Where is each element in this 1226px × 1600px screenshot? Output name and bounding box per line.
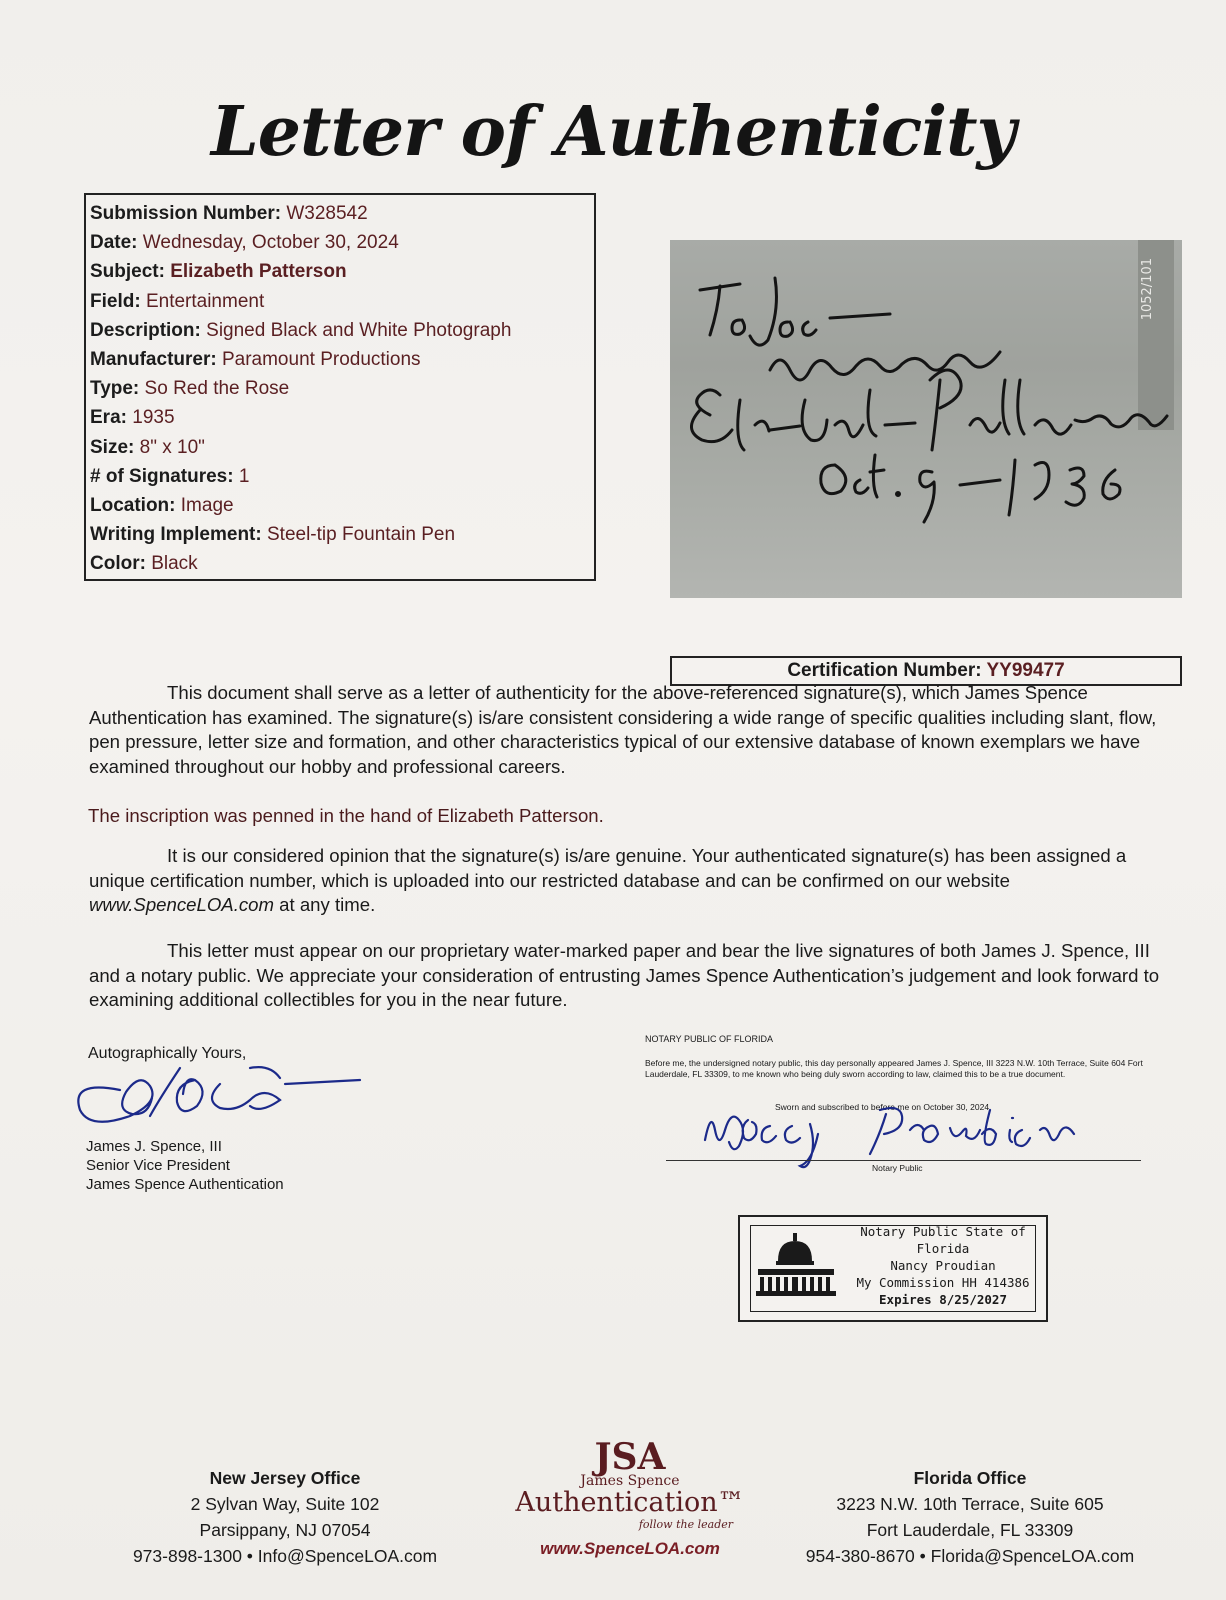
info-value: Black bbox=[151, 553, 198, 575]
office-address: Fort Lauderdale, FL 33309 bbox=[866, 1520, 1074, 1540]
info-label: Subject: bbox=[90, 261, 165, 283]
info-value: So Red the Rose bbox=[144, 378, 290, 400]
signer-company: James Spence Authentication bbox=[86, 1176, 284, 1193]
signed-photo-image bbox=[670, 240, 1182, 598]
florida-office bbox=[760, 1465, 1180, 1569]
info-value: 1935 bbox=[132, 407, 175, 429]
info-label: Size: bbox=[90, 436, 135, 458]
office-heading: Florida Office bbox=[913, 1468, 1027, 1488]
info-value: 1 bbox=[238, 465, 250, 487]
document-title: Letter of Authenticity bbox=[210, 92, 1016, 172]
info-row bbox=[90, 462, 594, 491]
inscription-statement: The inscription was penned in the hand of Elizabeth Patterson. bbox=[88, 805, 604, 826]
signer-block bbox=[86, 1137, 284, 1194]
paragraph-examination: This document shall serve as a letter of authenticity for the above-referenced signature(s), which James Spence Authentication has examined. The signature(s) is/are consistent considering a wide range of specific qualities including slant, flow, pen pressure, letter size and formation, and other characteristics typical of our extensive database of known exemplars we have examined throughout our hobby and professional careers. bbox=[89, 682, 1157, 777]
info-value: Elizabeth Patterson bbox=[170, 261, 347, 283]
seal-line: Nancy Proudian bbox=[890, 1258, 996, 1273]
info-row bbox=[90, 433, 594, 462]
notary-statement: Before me, the undersigned notary public, this day personally appeared James J. Spence, III 3223 N.W. 10th Terrace, Suite 604 Fort Lauderdale, FL 33309, to me known who being duly sworn according to law, claimed this to be a true document. bbox=[645, 1058, 1143, 1079]
info-label: # of Signatures: bbox=[90, 465, 234, 487]
info-row bbox=[90, 345, 594, 374]
office-heading: New Jersey Office bbox=[209, 1468, 361, 1488]
office-contact: 954-380-8670 • Florida@SpenceLOA.com bbox=[805, 1546, 1135, 1566]
opinion-text-end: at any time. bbox=[273, 894, 376, 916]
info-label: Color: bbox=[90, 553, 146, 575]
website-link[interactable]: www.SpenceLOA.com bbox=[89, 894, 274, 916]
info-row bbox=[90, 287, 594, 316]
info-value: Steel-tip Fountain Pen bbox=[267, 524, 456, 546]
notary-sworn-date: Sworn and subscribed to before me on October 30, 2024 bbox=[775, 1102, 990, 1112]
info-row bbox=[90, 374, 594, 403]
info-value: Entertainment bbox=[145, 290, 265, 312]
seal-line: Expires 8/25/2027 bbox=[879, 1292, 1007, 1307]
footer-website-link[interactable]: www.SpenceLOA.com bbox=[540, 1539, 720, 1558]
seal-line: Notary Public State of Florida bbox=[860, 1224, 1026, 1256]
info-value: Paramount Productions bbox=[221, 349, 421, 371]
info-label: Location: bbox=[90, 495, 176, 517]
info-row bbox=[90, 549, 594, 578]
notary-label: Notary Public bbox=[872, 1163, 923, 1173]
info-label: Era: bbox=[90, 407, 127, 429]
handwritten-inscription bbox=[670, 240, 1182, 598]
closing-salutation: Autographically Yours, bbox=[88, 1045, 247, 1062]
logo-jsa: JSA bbox=[594, 1436, 666, 1478]
logo-tagline: follow the leader bbox=[638, 1518, 733, 1531]
capitol-building-icon bbox=[754, 1231, 838, 1301]
paragraph-watermark: This letter must appear on our proprietary water-marked paper and bear the live signatures of both James J. Spence, III and a notary public. We appreciate your consideration of entrusting James Spence Authentication’s judgement and look forward to examining additional collectibles for you in the near future. bbox=[89, 940, 1160, 1011]
office-address: 2 Sylvan Way, Suite 102 bbox=[190, 1494, 380, 1514]
notary-heading: NOTARY PUBLIC OF FLORIDA bbox=[645, 1034, 774, 1044]
info-value: Image bbox=[180, 495, 234, 517]
info-row bbox=[90, 403, 594, 432]
logo-authentication: Authentication™ bbox=[515, 1487, 745, 1518]
info-label: Date: bbox=[90, 232, 138, 254]
info-row bbox=[90, 316, 594, 345]
notary-signature-line bbox=[666, 1160, 1141, 1161]
seal-line: My Commission HH 414386 bbox=[856, 1275, 1030, 1290]
info-label: Type: bbox=[90, 378, 140, 400]
info-label: Manufacturer: bbox=[90, 349, 217, 371]
spence-signature bbox=[70, 1050, 370, 1130]
info-value: 8" x 10" bbox=[139, 436, 205, 458]
certification-number: YY99477 bbox=[986, 660, 1065, 681]
submission-info-box bbox=[84, 193, 596, 581]
info-label: Submission Number: bbox=[90, 203, 282, 224]
logo-james-spence: James Spence bbox=[580, 1473, 680, 1489]
info-row bbox=[90, 520, 594, 549]
info-value: W328542 bbox=[286, 203, 368, 224]
new-jersey-office bbox=[85, 1465, 485, 1569]
paragraph-opinion bbox=[89, 844, 1179, 918]
office-contact: 973-898-1300 • Info@SpenceLOA.com bbox=[132, 1546, 438, 1566]
signer-name: James J. Spence, III bbox=[86, 1138, 222, 1155]
info-label: Field: bbox=[90, 290, 141, 312]
certification-label: Certification Number: bbox=[787, 660, 982, 681]
opinion-text: It is our considered opinion that the signature(s) is/are genuine. Your authenticated signature(s) has been assigned a unique certification number, which is uploaded into our restricted database and can be confirmed on our website bbox=[89, 845, 1127, 891]
info-label: Description: bbox=[90, 319, 201, 341]
office-address: 3223 N.W. 10th Terrace, Suite 605 bbox=[836, 1494, 1104, 1514]
info-value: Wednesday, October 30, 2024 bbox=[142, 232, 399, 254]
notary-seal-stamp bbox=[738, 1215, 1048, 1322]
office-address: Parsippany, NJ 07054 bbox=[199, 1520, 371, 1540]
info-row bbox=[90, 199, 594, 228]
info-value: Signed Black and White Photograph bbox=[206, 319, 512, 341]
info-row bbox=[90, 257, 594, 286]
signer-position: Senior Vice President bbox=[86, 1157, 230, 1174]
info-label: Writing Implement: bbox=[90, 524, 262, 546]
photo-edge-number: 1052/101 bbox=[1140, 258, 1155, 321]
jsa-logo bbox=[505, 1436, 755, 1559]
info-row bbox=[90, 491, 594, 520]
seal-text bbox=[840, 1223, 1046, 1308]
info-row bbox=[90, 228, 594, 257]
